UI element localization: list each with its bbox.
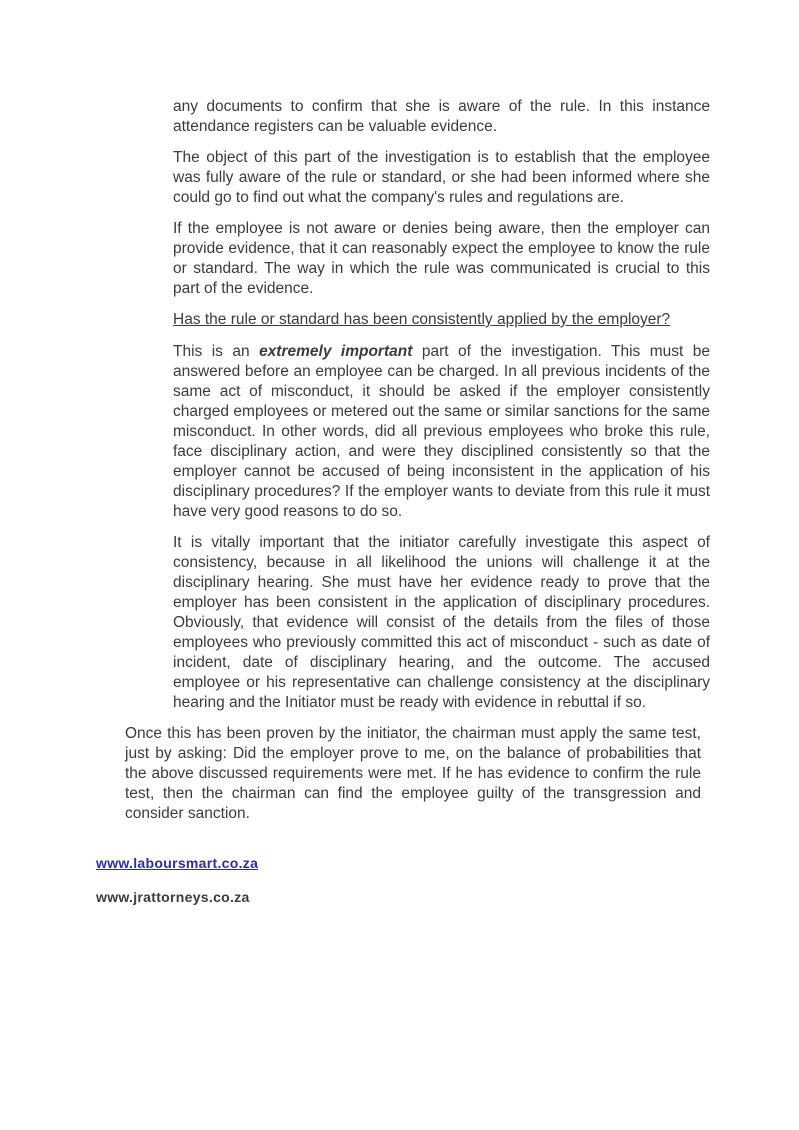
paragraph-initiator-investigation: It is vitally important that the initiator carefully investigate this aspect of consistency, because in all likelihood the unions will challenge it at the disciplinary hearing. She must have her evidence ready to prove that the employer has been consistent in the application of disciplinary procedures. Obviously, that evidence will consist of the details from the files of those employees who previously committed this act of misconduct - such as date of incident, date of disciplinary hearing, and the outcome. The accused employee or his representative can challenge consistency at the disciplinary hearing and the Initiator must be ready with evidence in rebuttal if so. (173, 534, 710, 711)
jrattorneys-text: www.jrattorneys.co.za (96, 889, 250, 905)
section-heading (173, 310, 710, 330)
paragraph-evidence-documents: any documents to confirm that she is aware of the rule. In this instance attendance registers can be valuable evidence. (173, 98, 710, 135)
footer-links (96, 855, 799, 905)
emphasis-extremely-important: extremely important (259, 343, 413, 360)
paragraph-object-of-investigation: The object of this part of the investigation is to establish that the employee was fully aware of the rule or standard, or she had been informed where she could go to find out what the company's rules and regulations are. (173, 149, 710, 206)
laboursmart-link[interactable]: www.laboursmart.co.za (96, 855, 259, 871)
document-body (0, 97, 799, 905)
paragraph-chairman-test: Once this has been proven by the initiator, the chairman must apply the same test, just by asking: Did the employer prove to me, on the balance of probabilities that the above discussed requirements were met. If he has evidence to confirm the rule test, then the chairman can find the employee guilty of the transgression and consider sanction. (125, 725, 701, 822)
paragraph-employee-not-aware: If the employee is not aware or denies being aware, then the employer can provide evidence, that it can reasonably expect the employee to know the rule or standard. The way in which the rule was communicated is crucial to this part of the evidence. (173, 220, 710, 297)
paragraph-consistency-importance (173, 342, 710, 522)
section-heading-text: Has the rule or standard has been consistently applied by the employer? (173, 311, 671, 328)
paragraph-consistency-suffix: part of the investigation. This must be answered before an employee can be charged. In all previous incidents of the same act of misconduct, it should be asked if the employer consistently charged employees or metered out the same or similar sanctions for the same misconduct. In other words, did all previous employees who broke this rule, face disciplinary action, and were they disciplined consistently so that the employer cannot be accused of being inconsistent in the application of his disciplinary procedures? If the employer wants to deviate from this rule it must have very good reasons to do so. (173, 343, 710, 520)
paragraph-consistency-prefix: This is an (173, 343, 260, 360)
